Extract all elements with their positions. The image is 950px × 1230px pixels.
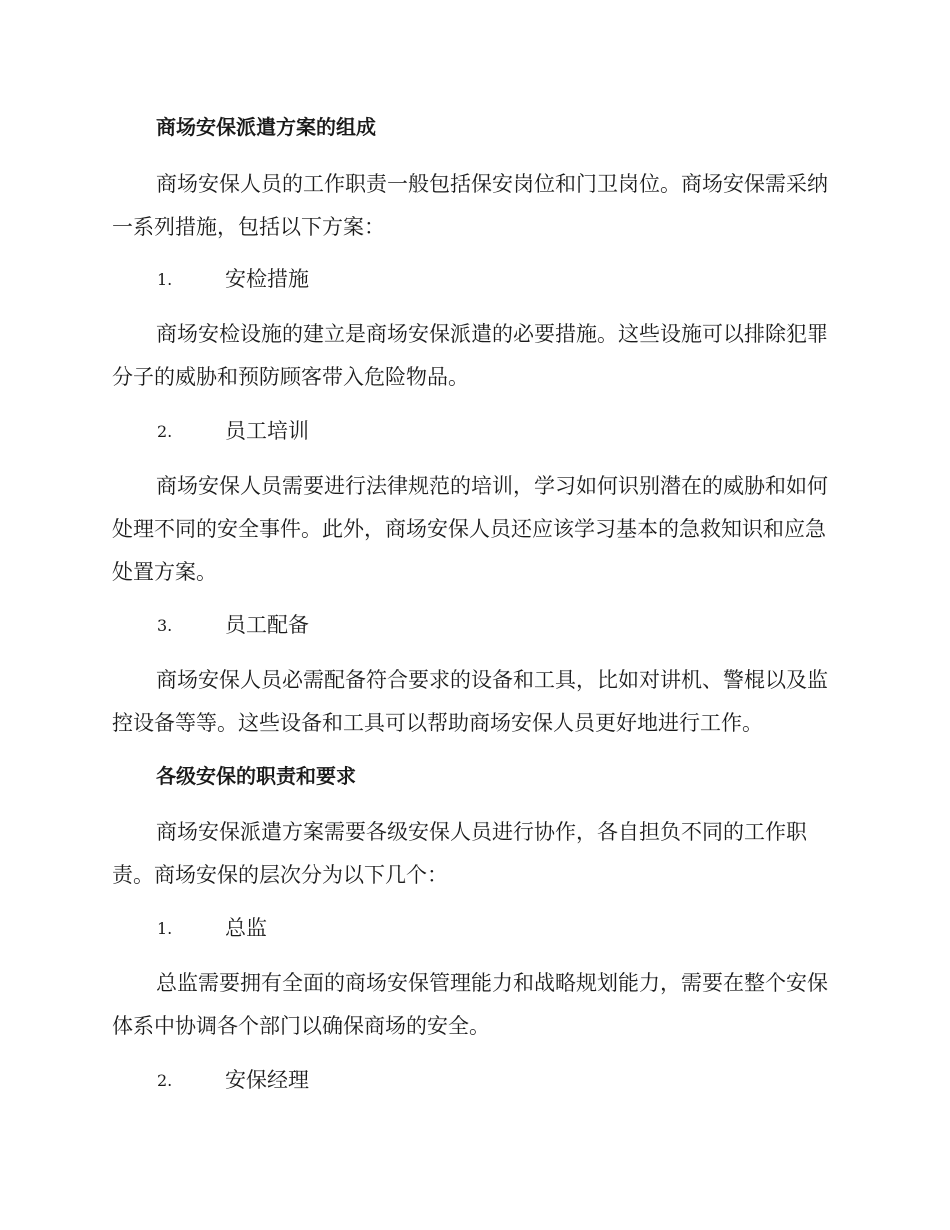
section-heading-composition: 商场安保派遣方案的组成	[156, 115, 376, 139]
body-paragraph: 总监需要拥有全面的商场安保管理能力和战略规划能力，需要在整个安保体系中协调各个部门以确保商场的安全。	[112, 971, 828, 1038]
list-item-security-manager	[157, 1059, 757, 1102]
body-paragraph: 商场安检设施的建立是商场安保派遣的必要措施。这些设施可以排除犯罪分子的威胁和预防顾客带入危险物品。	[112, 322, 828, 389]
list-item-staff-training	[157, 410, 757, 453]
list-item-title: 安保经理	[225, 1068, 309, 1092]
list-item-staff-equipment	[157, 604, 757, 647]
body-paragraph: 商场安保人员必需配备符合要求的设备和工具，比如对讲机、警棍以及监控设备等等。这些设备和工具可以帮助商场安保人员更好地进行工作。	[112, 668, 828, 735]
list-item-number: 1.	[157, 270, 173, 289]
section-intro-paragraph: 商场安保人员的工作职责一般包括保安岗位和门卫岗位。商场安保需采纳一系列措施，包括以下方案：	[112, 172, 828, 239]
list-item-number: 1.	[157, 919, 173, 938]
section-intro-paragraph: 商场安保派遣方案需要各级安保人员进行协作，各自担负不同的工作职责。商场安保的层次分为以下几个：	[112, 820, 807, 887]
list-item-director	[157, 907, 757, 950]
list-item-title: 总监	[225, 916, 267, 940]
list-item-title: 员工配备	[225, 613, 309, 637]
list-item-number: 2.	[157, 1071, 173, 1090]
list-item-number: 3.	[157, 616, 173, 635]
body-paragraph: 商场安保人员需要进行法律规范的培训，学习如何识别潜在的威胁和如何处理不同的安全事件。此外，商场安保人员还应该学习基本的急救知识和应急处置方案。	[112, 474, 828, 584]
list-item-security-check	[157, 258, 757, 301]
list-item-number: 2.	[157, 422, 173, 441]
section-heading-responsibilities: 各级安保的职责和要求	[156, 764, 356, 788]
list-item-title: 员工培训	[225, 419, 309, 443]
list-item-title: 安检措施	[225, 267, 309, 291]
